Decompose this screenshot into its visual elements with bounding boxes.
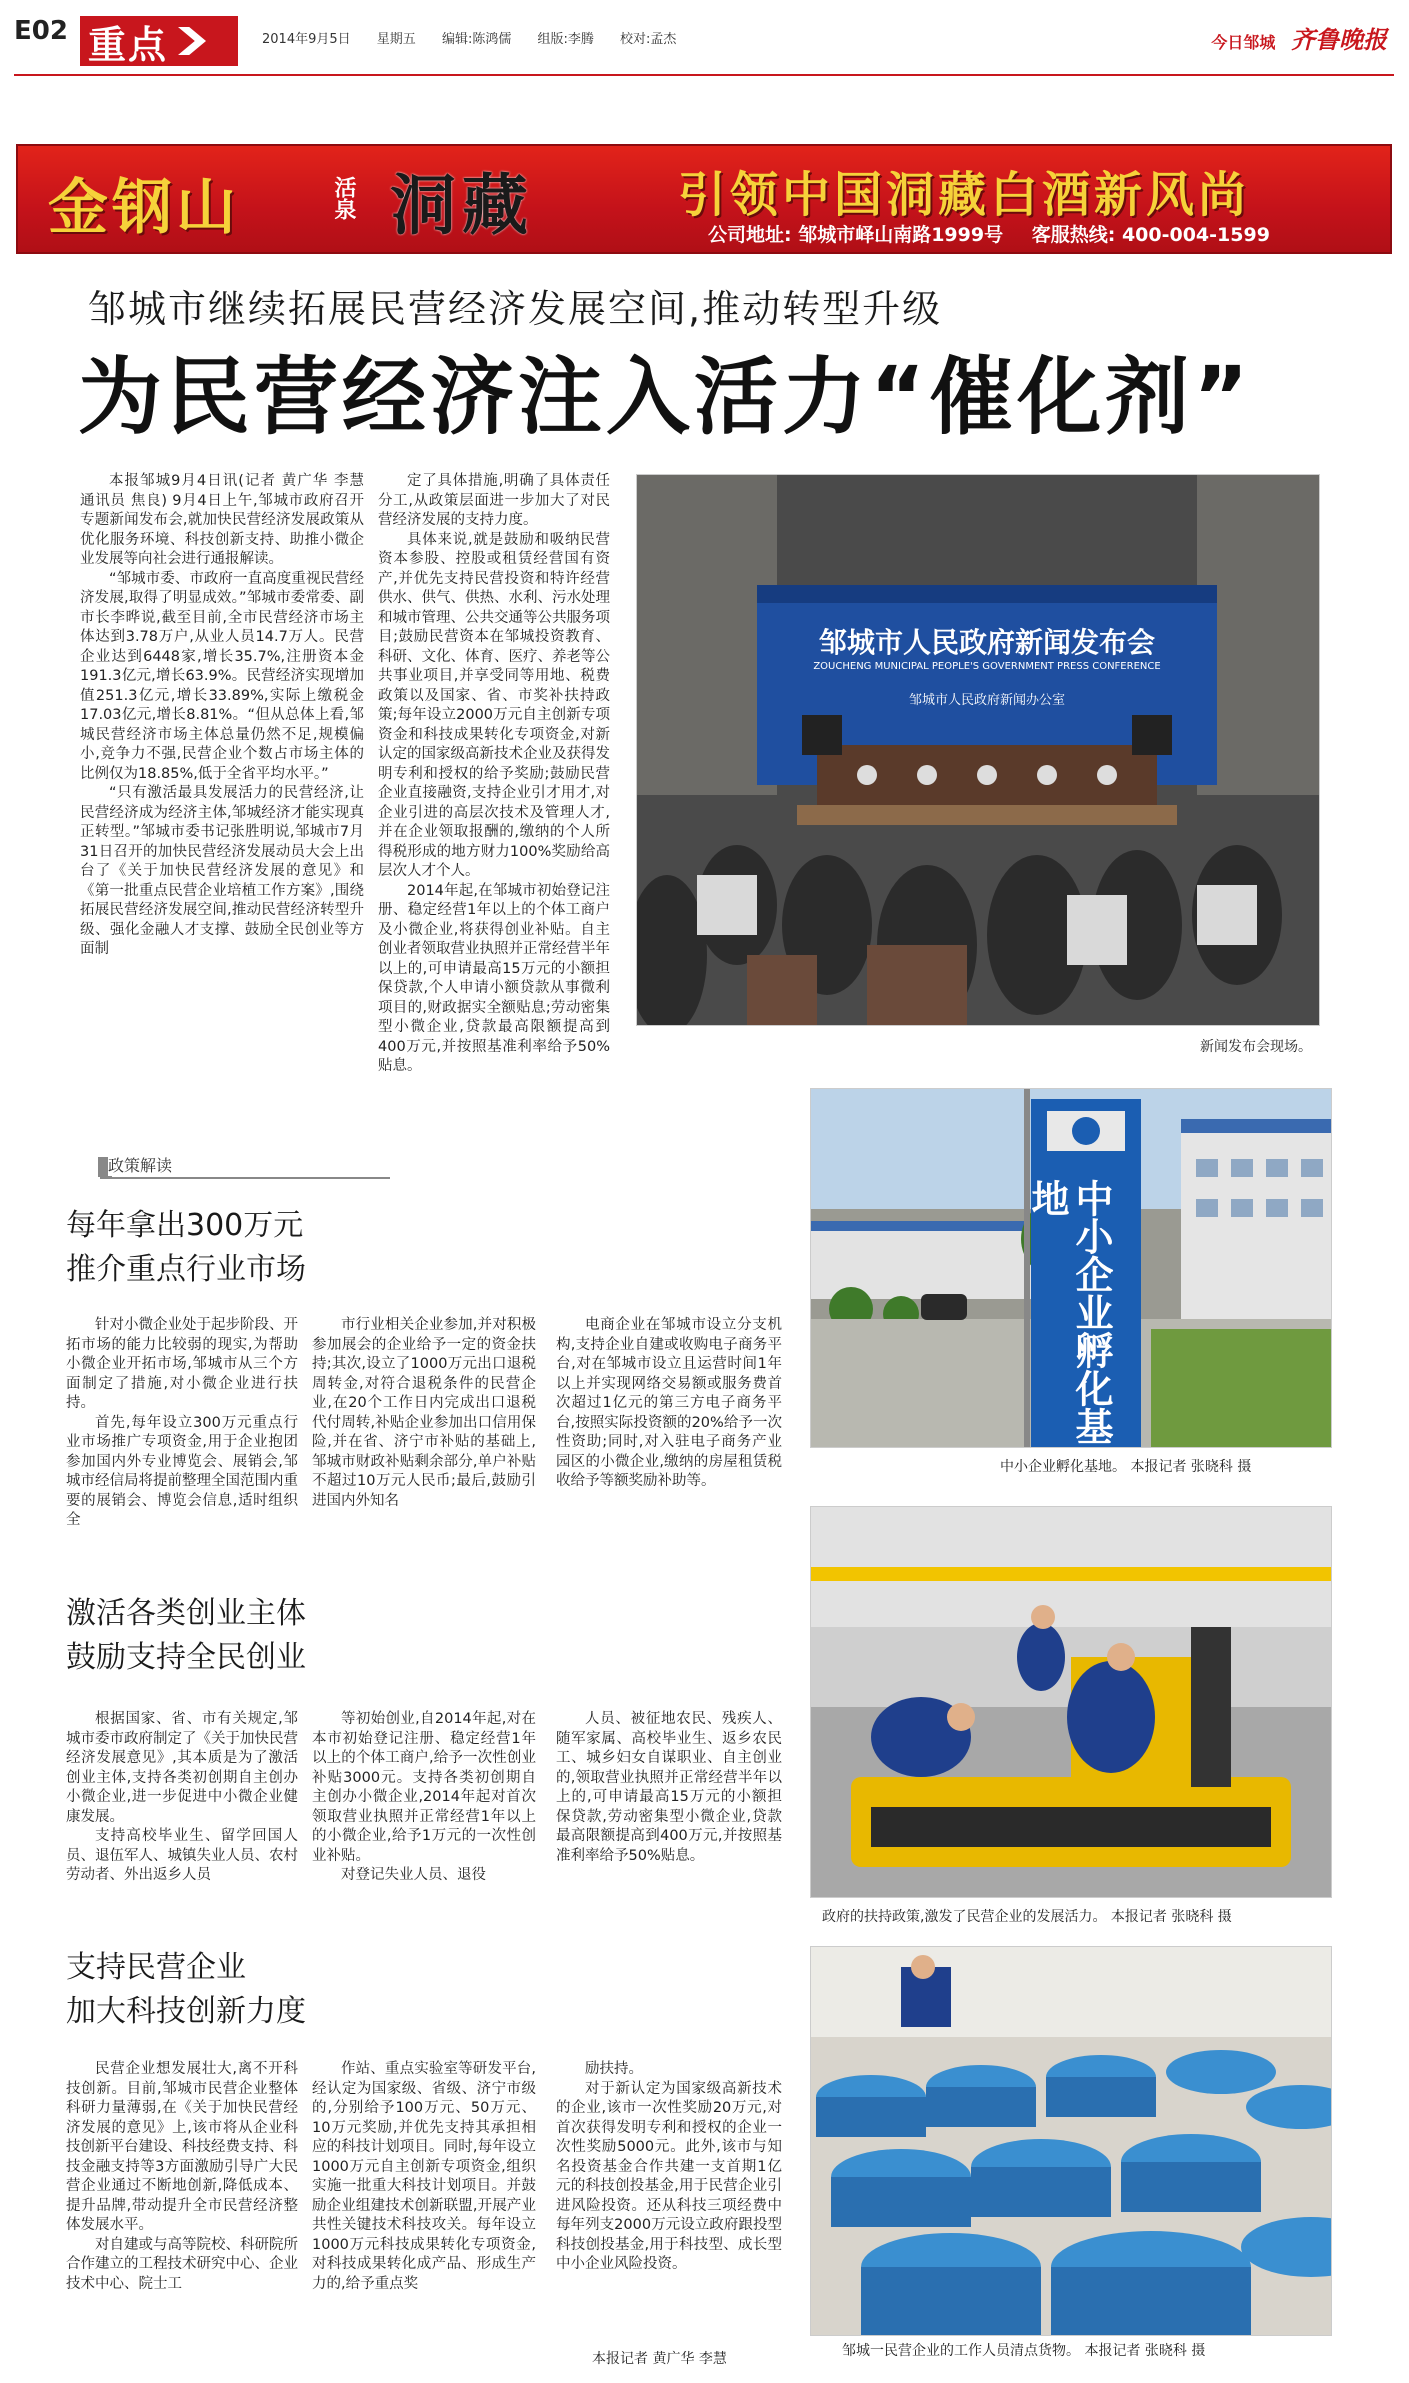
paragraph: 励扶持。 — [585, 2061, 643, 2077]
sec3-byline: 本报记者 黄广华 李慧 — [592, 2351, 727, 2367]
paragraph: 定了具体措施,明确了具体责任分工,从政策层面进一步加大了对民营经济发展的支持力度。 — [378, 473, 610, 528]
paragraph: 具体来说,就是鼓励和吸纳民营资本参股、控股或租赁经营国有资产,并优先支持民营投资和特许经营供水、供气、供热、水利、污水处理和城市管理、公共交通等公共服务项目;鼓励民营资本在邹城投资教育、科研、文化、体育、医疗、养老等公共事业项目,并享受同等用地、税费政策以及国家、省、市奖补扶持政策;每年设立2000万元自主创新专项资金和科技成果转化专项资金,对新认定的国家级高新技术企业及获得发明专利和授权的给予奖励;鼓励民营企业直接融资,支持企业引才用才,对企业引进的高层次技术及管理人才,并在企业领取报酬的,缴纳的个人所得税形成的地方财力100%奖励给高层次人才个人。 — [378, 531, 610, 879]
banner-subtitle: 邹城市人民政府新闻办公室 — [908, 693, 1065, 708]
policy-label-text: 政策解读 — [108, 1153, 182, 1176]
photo4-caption: 邹城一民营企业的工作人员清点货物。 本报记者 张晓科 摄 — [842, 2343, 1206, 2359]
photo2-caption: 中小企业孵化基地。 本报记者 张晓科 摄 — [1000, 1459, 1252, 1475]
paragraph: 2014年起,在邹城市初始登记注册、稳定经营1年以上的个体工商户及小微企业,将获得创业补贴。自主创业者领取营业执照并正常经营半年以上的,可申请最高15万元的小额担保贷款,个人申请小额贷款从事微利项目的,财政据实全额贴息;劳动密集型小微企业,贷款最高限额提高到400万元,并按照基准利率给予50%贴息。 — [378, 882, 610, 1074]
advertisement-banner — [16, 144, 1392, 254]
banner-english: ZOUCHENG MUNICIPAL PEOPLE'S GOVERNMENT PRESS CONFERENCE — [813, 661, 1161, 672]
editor-credit: 编辑:陈鸿儒 — [441, 32, 512, 47]
paragraph: “邹城市委、市政府一直高度重视民营经济发展,取得了明显成效。”邹城市委常委、副市长李晔说,截至目前,全市民营经济市场主体达到3.78万户,从业人员14.7万人。民营企业达到6448家,增长35.7%,注册资本金191.3亿元,增长63.9%。民营经济实现增加值251.3亿元,增长33.89%,实际上缴税金17.03亿元,增长8.81%。“但从总体上看,邹城民营经济市场主体总量仍然不足,规模偏小,竞争力不强,民营企业个数占市场主体的比例仅为18.85%,低于全省平均水平。” — [80, 570, 364, 782]
press-conference-photo — [636, 474, 1320, 1026]
sec3-column-2 — [312, 2060, 536, 2294]
section-tag — [80, 16, 238, 66]
article-subheadline: 邹城市继续拓展民营经济发展空间,推动转型升级 — [88, 287, 943, 331]
paragraph: 本报邹城9月4日讯(记者 黄广华 李慧 通讯员 焦良) 9月4日上午,邹城市政府召开专题新闻发布会,就加快民营经济发展政策从优化服务环境、科技创新支持、助推小微企业发展等向社会进行通报解读。 — [80, 473, 364, 567]
paper-logo: 齐鲁晚报 — [1291, 25, 1387, 54]
sec3-column-3 — [556, 2060, 782, 2275]
workers-machinery-illustration — [811, 1507, 1331, 1897]
incubation-base-photo — [810, 1088, 1332, 1448]
proof-credit: 校对:孟杰 — [620, 32, 677, 47]
sec2-title-line1: 激活各类创业主体 — [66, 1596, 306, 1631]
ad-contact — [708, 220, 1292, 247]
issue-weekday: 星期五 — [376, 32, 416, 47]
sec2-column-2 — [312, 1710, 536, 1886]
paragraph: 根据国家、省、市有关规定,邹城市委市政府制定了《关于加快民营经济发展意见》,其本质是为了激活创业主体,支持各类初创期自主创办小微企业,进一步促进中小微企业健康发展。 — [66, 1711, 298, 1825]
ad-brand: 金钢山 — [48, 173, 240, 243]
paragraph: 市行业相关企业参加,并对积极参加展会的企业给予一定的资金扶持;其次,设立了1000万元出口退税周转金,对符合退税条件的民营企业,在20个工作日内完成出口退税代付周转,补贴企业参加出口信用保险,并在省、济宁市补贴的基础上,邹城市财政补贴剩余部分,单户补贴不超过10万元人民币;最后,鼓励引进国内外知名 — [312, 1317, 536, 1509]
photo1-caption: 新闻发布会现场。 — [1200, 1039, 1312, 1055]
sec1-column-2 — [312, 1316, 536, 1511]
paragraph: 电商企业在邹城市设立分支机构,支持企业自建或收购电子商务平台,对在邹城市设立且运营时间1年以上并实现网络交易额或服务费首次超过1亿元的第三方电子商务平台,按照实际投资额的20%给予一次性资助;同时,对入驻电子商务产业园区的小微企业,缴纳的房屋租赁税收给予等额奖励补助等。 — [556, 1317, 782, 1489]
paragraph: 针对小微企业处于起步阶段、开拓市场的能力比较弱的现实,为帮助小微企业开拓市场,邹城市从三个方面制定了措施,对小微企业进行扶持。 — [66, 1317, 298, 1411]
ad-hotline: 客服热线: 400-004-1599 — [1031, 224, 1270, 246]
sec2-title-line2: 鼓励支持全民创业 — [66, 1640, 306, 1675]
sec1-column-1 — [66, 1316, 298, 1531]
layout-credit: 组版:李腾 — [537, 32, 594, 47]
sec3-column-1 — [66, 2060, 298, 2294]
sec1-column-3 — [556, 1316, 782, 1492]
paper-brand — [1211, 20, 1387, 55]
article-column-2 — [378, 472, 610, 1077]
ad-brand-small: 活泉 — [331, 176, 356, 220]
article-headline: 为民营经济注入活力“催化剂” — [78, 348, 1253, 446]
issue-date: 2014年9月5日 — [262, 32, 351, 47]
workers-machinery-photo — [810, 1506, 1332, 1898]
policy-section-label — [100, 1155, 390, 1179]
paragraph: 对于新认定为国家级高新技术的企业,该市一次性奖励20万元,对首次获得发明专利和授权的企业一次性奖励5000元。此外,该市与知名投资基金合作共建一支首期1亿元的科技创投基金,用于民营企业引进风险投资。还从科技三项经费中每年列支2000万元设立政府跟投型科技创投基金,用于科技型、成长型中小企业风险投资。 — [556, 2080, 782, 2272]
warehouse-goods-illustration — [811, 1947, 1331, 2335]
ad-address: 公司地址: 邹城市峄山南路1999号 — [708, 224, 1004, 246]
sec2-column-1 — [66, 1710, 298, 1886]
article-column-1 — [80, 472, 364, 960]
edition-name: 今日邹城 — [1211, 33, 1276, 52]
paragraph: 等初始创业,自2014年起,对在本市初始登记注册、稳定经营1年以上的个体工商户,给予一次性创业补贴3000元。支持各类初创期自主创办小微企业,2014年起对首次领取营业执照并正常经营1年以上的小微企业,给予1万元的一次性创业补贴。 — [312, 1711, 536, 1864]
banner-title: 邹城市人民政府新闻发布会 — [818, 626, 1155, 659]
paragraph: 支持高校毕业生、留学回国人员、退伍军人、城镇失业人员、农村劳动者、外出返乡人员 — [66, 1828, 298, 1883]
paragraph: “只有激活最具发展活力的民营经济,让民营经济成为经济主体,邹城经济才能实现真正转型。”邹城市委书记张胜明说,邹城市7月31日召开的加快民营经济发展动员大会上出台了《关于加快民营经济发展的意见》和《第一批重点民营企业培植工作方案》,围绕拓展民营经济发展空间,推动民营经济转型升级、强化金融人才支撑、鼓励全民创业等方面制 — [80, 785, 364, 957]
paragraph: 首先,每年设立300万元重点行业市场推广专项资金,用于企业抱团参加国内外专业博览会、展销会,邹城市经信局将提前整理全国范围内重要的展销会、博览会信息,适时组织全 — [66, 1414, 298, 1528]
sec1-title-line2: 推介重点行业市场 — [66, 1252, 306, 1287]
paragraph: 人员、被征地农民、残疾人、随军家属、高校毕业生、返乡农民工、城乡妇女自谋职业、自主创业的,领取营业执照并正常经营半年以上的,可申请最高15万元的小额担保贷款,劳动密集型小微企业,贷款最高限额提高到400万元,并按照基准利率给予50%贴息。 — [556, 1711, 782, 1864]
paragraph: 民营企业想发展壮大,离不开科技创新。目前,邹城市民营企业整体科研力量薄弱,在《关于加快民营经济发展的意见》上,该市将从企业科技创新平台建设、科技经费支持、科技金融支持等3方面激励引导广大民营企业通过不断地创新,降低成本、提升品牌,带动提升全市民营经济整体发展水平。 — [66, 2061, 298, 2233]
press-conference-illustration — [637, 475, 1319, 1025]
incubation-sign: 中小企业孵化基地 — [1025, 1179, 1113, 1445]
header-rule — [14, 74, 1394, 76]
ad-slogan: 引领中国洞藏白酒新风尚 — [678, 167, 1251, 223]
paragraph: 对登记失业人员、退役 — [341, 1867, 486, 1883]
paragraph: 对自建或与高等院校、科研院所合作建立的工程技术研究中心、企业技术中心、院士工 — [66, 2236, 298, 2292]
sec3-title-line1: 支持民营企业 — [66, 1950, 246, 1985]
photo3-caption: 政府的扶持政策,激发了民营企业的发展活力。 本报记者 张晓科 摄 — [822, 1909, 1232, 1925]
ad-brand-name: 洞藏 — [390, 166, 534, 244]
sec1-title-line1: 每年拿出300万元 — [66, 1208, 304, 1243]
chevron-right-icon — [178, 27, 206, 55]
page-meta — [262, 28, 694, 47]
warehouse-goods-photo — [810, 1946, 1332, 2336]
page-number: E02 — [14, 16, 68, 46]
sec3-title-line2: 加大科技创新力度 — [66, 1994, 306, 2029]
sec2-column-3 — [556, 1710, 782, 1866]
section-title: 重点 — [88, 21, 169, 67]
paragraph: 作站、重点实验室等研发平台,经认定为国家级、省级、济宁市级的,分别给予100万元、50万元、10万元奖励,并优先支持其承担相应的科技计划项目。同时,每年设立1000万元自主创新专项资金,组织实施一批重大科技计划项目。并鼓励企业组建技术创新联盟,开展产业共性关键技术科技攻关。每年设立1000万元科技成果转化专项资金,对科技成果转化成产品、形成生产力的,给予重点奖 — [312, 2061, 536, 2292]
